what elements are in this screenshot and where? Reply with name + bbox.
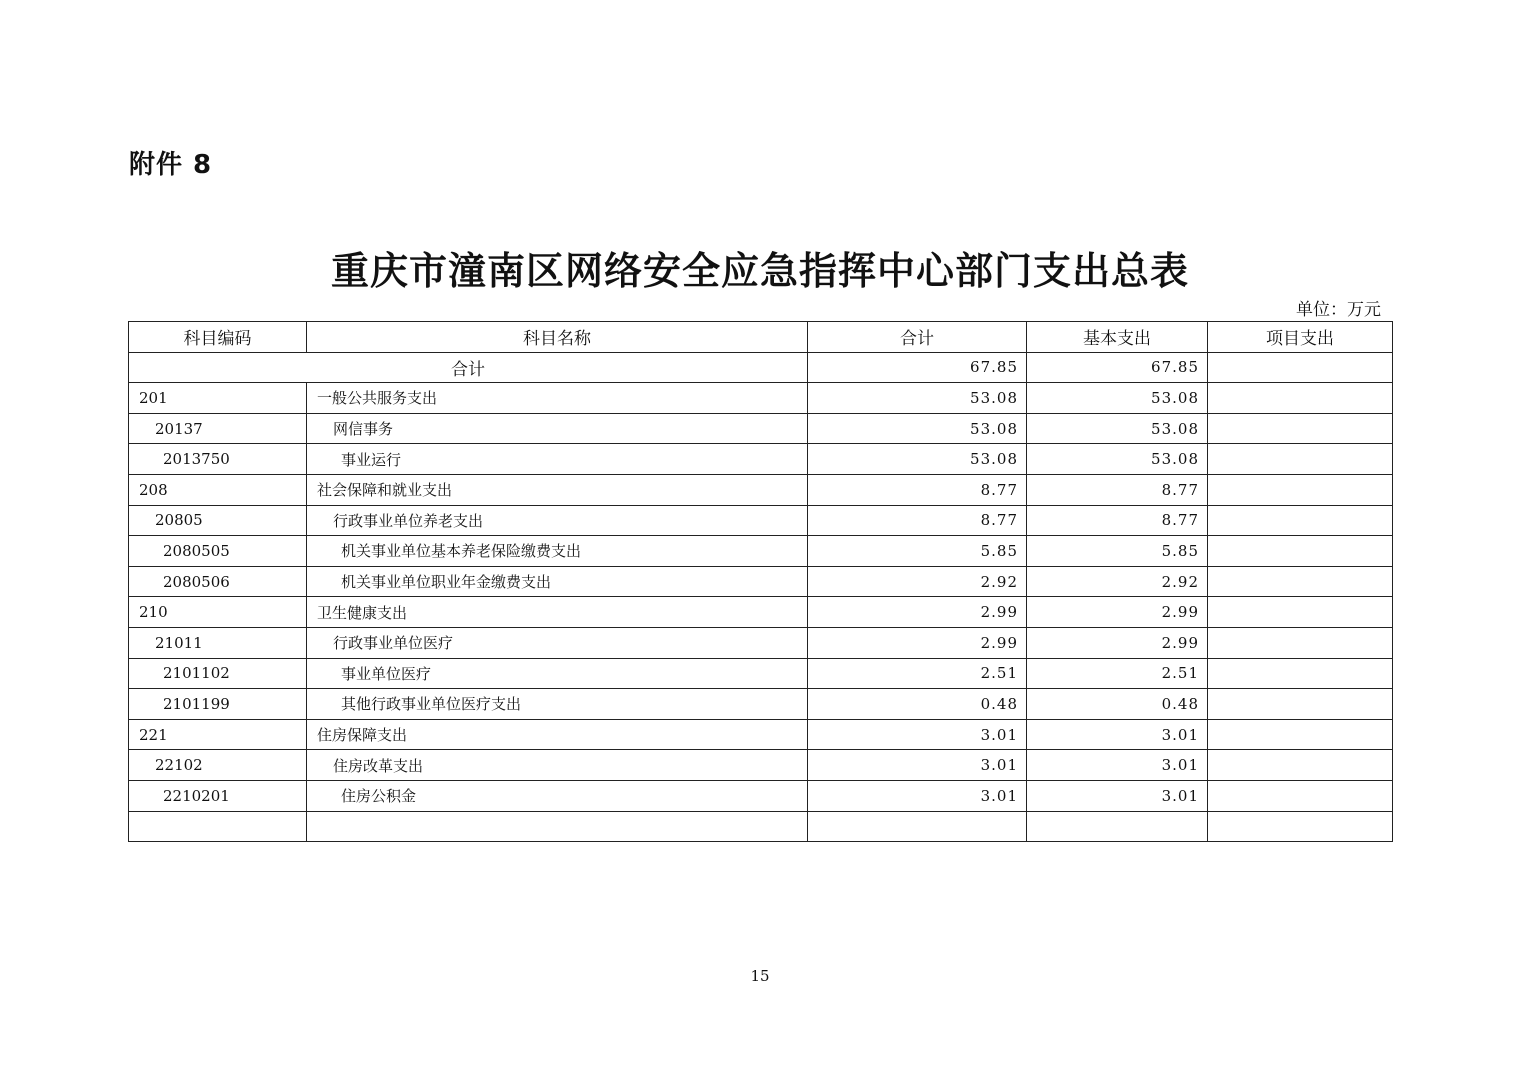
header-name: 科目名称 <box>307 322 808 353</box>
cell-basic: 3.01 <box>1027 719 1208 750</box>
cell-project <box>1208 750 1393 781</box>
cell-project <box>1208 689 1393 720</box>
cell-basic: 5.85 <box>1027 536 1208 567</box>
cell-code: 2080505 <box>129 536 307 567</box>
total-row <box>129 352 1393 383</box>
cell-code: 201 <box>129 383 307 414</box>
cell-code <box>129 811 307 842</box>
table-row <box>129 750 1393 781</box>
cell-total: 0.48 <box>808 689 1027 720</box>
cell-total: 53.08 <box>808 383 1027 414</box>
table-row <box>129 444 1393 475</box>
cell-project <box>1208 413 1393 444</box>
cell-code: 2013750 <box>129 444 307 475</box>
table-row <box>129 689 1393 720</box>
cell-code: 2080506 <box>129 566 307 597</box>
cell-project <box>1208 505 1393 536</box>
cell-total: 8.77 <box>808 505 1027 536</box>
cell-basic: 8.77 <box>1027 474 1208 505</box>
table-row <box>129 413 1393 444</box>
table-row <box>129 719 1393 750</box>
cell-code: 208 <box>129 474 307 505</box>
cell-total: 2.92 <box>808 566 1027 597</box>
cell-name: 行政事业单位医疗 <box>307 627 808 658</box>
table-row <box>129 627 1393 658</box>
table-row <box>129 780 1393 811</box>
cell-name: 其他行政事业单位医疗支出 <box>307 689 808 720</box>
cell-project <box>1208 719 1393 750</box>
header-total: 合计 <box>808 322 1027 353</box>
cell-project <box>1208 474 1393 505</box>
cell-basic: 2.99 <box>1027 627 1208 658</box>
cell-code: 210 <box>129 597 307 628</box>
cell-name: 住房改革支出 <box>307 750 808 781</box>
cell-code: 2210201 <box>129 780 307 811</box>
document-title: 重庆市潼南区网络安全应急指挥中心部门支出总表 <box>330 249 1189 293</box>
cell-name: 住房公积金 <box>307 780 808 811</box>
cell-name: 事业运行 <box>307 444 808 475</box>
expenditure-table <box>128 321 1393 842</box>
unit-note: 单位：万元 <box>1296 300 1381 320</box>
cell-basic: 53.08 <box>1027 444 1208 475</box>
total-row-label: 合计 <box>129 352 808 383</box>
cell-name: 一般公共服务支出 <box>307 383 808 414</box>
table-row <box>129 811 1393 842</box>
cell-basic: 3.01 <box>1027 750 1208 781</box>
cell-name: 机关事业单位基本养老保险缴费支出 <box>307 536 808 567</box>
cell-name: 网信事务 <box>307 413 808 444</box>
cell-code: 221 <box>129 719 307 750</box>
cell-project <box>1208 383 1393 414</box>
cell-name <box>307 811 808 842</box>
cell-project <box>1208 627 1393 658</box>
table-row <box>129 505 1393 536</box>
page-number: 15 <box>750 967 770 985</box>
cell-project <box>1208 658 1393 689</box>
total-row-total: 67.85 <box>808 352 1027 383</box>
cell-code: 20137 <box>129 413 307 444</box>
cell-total: 2.99 <box>808 597 1027 628</box>
cell-total: 53.08 <box>808 413 1027 444</box>
cell-basic <box>1027 811 1208 842</box>
cell-total: 3.01 <box>808 780 1027 811</box>
cell-project <box>1208 444 1393 475</box>
cell-name: 住房保障支出 <box>307 719 808 750</box>
header-project: 项目支出 <box>1208 322 1393 353</box>
table-row <box>129 474 1393 505</box>
cell-total: 2.99 <box>808 627 1027 658</box>
table-row <box>129 536 1393 567</box>
cell-basic: 53.08 <box>1027 383 1208 414</box>
cell-code: 22102 <box>129 750 307 781</box>
attachment-label: 附件 8 <box>129 150 213 180</box>
cell-basic: 2.51 <box>1027 658 1208 689</box>
cell-code: 2101102 <box>129 658 307 689</box>
cell-total <box>808 811 1027 842</box>
cell-total: 5.85 <box>808 536 1027 567</box>
header-code: 科目编码 <box>129 322 307 353</box>
cell-project <box>1208 536 1393 567</box>
cell-basic: 0.48 <box>1027 689 1208 720</box>
cell-name: 社会保障和就业支出 <box>307 474 808 505</box>
cell-code: 21011 <box>129 627 307 658</box>
cell-project <box>1208 811 1393 842</box>
cell-project <box>1208 780 1393 811</box>
cell-code: 20805 <box>129 505 307 536</box>
cell-basic: 8.77 <box>1027 505 1208 536</box>
table-row <box>129 658 1393 689</box>
cell-total: 3.01 <box>808 719 1027 750</box>
cell-total: 3.01 <box>808 750 1027 781</box>
cell-name: 卫生健康支出 <box>307 597 808 628</box>
cell-project <box>1208 566 1393 597</box>
cell-name: 机关事业单位职业年金缴费支出 <box>307 566 808 597</box>
cell-total: 53.08 <box>808 444 1027 475</box>
header-basic: 基本支出 <box>1027 322 1208 353</box>
table-row <box>129 383 1393 414</box>
table-row <box>129 566 1393 597</box>
cell-total: 2.51 <box>808 658 1027 689</box>
cell-project <box>1208 597 1393 628</box>
cell-total: 8.77 <box>808 474 1027 505</box>
cell-basic: 53.08 <box>1027 413 1208 444</box>
cell-name: 行政事业单位养老支出 <box>307 505 808 536</box>
table-header-row <box>129 322 1393 353</box>
total-row-project <box>1208 352 1393 383</box>
total-row-basic: 67.85 <box>1027 352 1208 383</box>
cell-name: 事业单位医疗 <box>307 658 808 689</box>
table-row <box>129 597 1393 628</box>
cell-code: 2101199 <box>129 689 307 720</box>
cell-basic: 3.01 <box>1027 780 1208 811</box>
cell-basic: 2.92 <box>1027 566 1208 597</box>
cell-basic: 2.99 <box>1027 597 1208 628</box>
